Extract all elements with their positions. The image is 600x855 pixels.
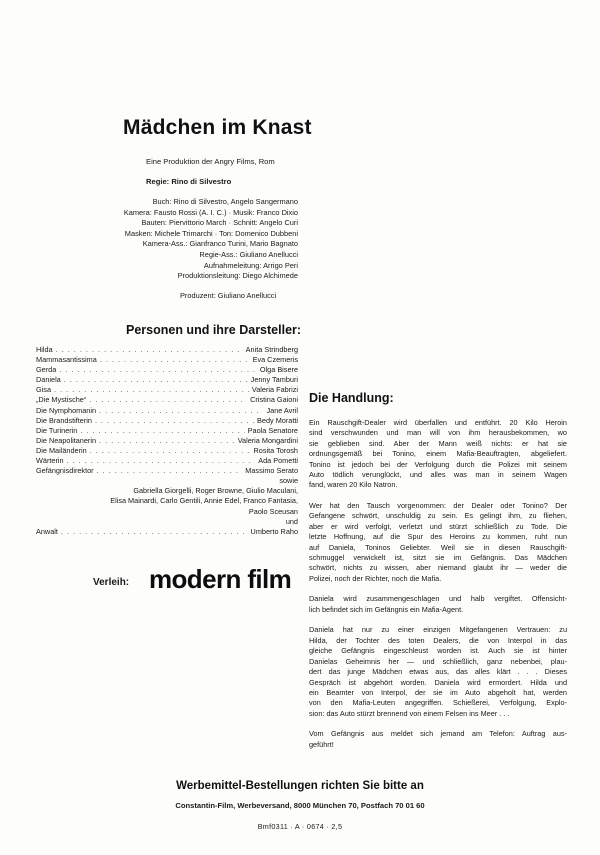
credit-line: Kamera-Ass.: Gianfranco Turini, Mario Bagnato xyxy=(142,239,298,249)
plot-line: schmuggel verwickelt ist, sitzt sie im Gefängnis. Das Mädchen xyxy=(309,553,567,563)
cast-actor: Olga Bisere xyxy=(259,365,298,375)
plot-line: Auto tödlich verunglückt, und alles was man in seinem Wagen xyxy=(309,470,567,480)
distributor-logo: modern film xyxy=(149,564,292,594)
credit-line: Kamera: Fausto Rossi (A. I. C.) · Musik: Franco Dixio xyxy=(123,207,298,217)
cast-actor: Eva Czemeris xyxy=(252,355,298,365)
credit-line: Bauten: Piervittorio March · Schnitt: Angelo Curi xyxy=(141,218,298,228)
plot-line: auf Daniela, Toninos Geliebter. Weil sie in diesen Rauschgift- xyxy=(309,542,567,552)
plot-line: Vom Gefängnis aus meldet sich jemand am Telefon: Auftrag aus- xyxy=(309,729,567,739)
leader-dots xyxy=(59,365,257,375)
cast-actor: Anita Strindberg xyxy=(245,345,298,354)
cast-role: Hilda xyxy=(36,345,53,354)
plot-line: Tonino ist jedoch bei der Verfolgung durch die Polizei mit seinem xyxy=(309,459,567,469)
cast-role: Die Mailänderin xyxy=(36,445,87,455)
cast-row xyxy=(36,416,298,426)
cast-row xyxy=(36,456,298,466)
production-company: Eine Produktion der Angry Films, Rom xyxy=(146,157,275,166)
plot-paragraph xyxy=(309,501,567,584)
cast-role: „Die Mystische“ xyxy=(36,395,87,405)
cast-actor: Paola Senatore xyxy=(247,425,298,435)
crew-credits xyxy=(60,197,298,282)
plot-line: Daniela wird zusammengeschlagen und halb vergiftet. Offensicht- xyxy=(309,594,567,604)
plot-line: ein Beamter von Interpol, der sie im Auto abgeholt hat, werden xyxy=(309,687,567,697)
director-credit: Regie: Rino di Silvestro xyxy=(146,177,232,186)
additional-cast-line: Gabriella Giorgelli, Roger Browne, Giulio Maculani, xyxy=(133,486,298,496)
plot-paragraph xyxy=(309,594,567,615)
cast-row xyxy=(36,426,298,436)
plot-text xyxy=(309,418,567,760)
plot-line: aber er wird verfolgt, verletzt und stürzt schließlich zu Tode. Die xyxy=(309,521,567,531)
cast-row xyxy=(36,527,298,537)
plot-line: von den Mafia-Leuten angegriffen. Schießerei, Verfolgung, Explo- xyxy=(309,698,567,708)
cast-role: Daniela xyxy=(36,375,61,385)
plot-line: Daniela hat nur zu einer einzigen Mitgefangenen Vertrauen: zu xyxy=(309,625,567,635)
leader-dots xyxy=(89,395,247,405)
plot-heading: Die Handlung: xyxy=(309,391,394,405)
cast-role: Anwalt xyxy=(36,526,58,536)
leader-dots xyxy=(95,416,254,426)
film-title: Mädchen im Knast xyxy=(123,116,312,139)
leader-dots xyxy=(97,466,243,476)
cast-actor: Rosita Torosh xyxy=(253,445,298,455)
cast-row xyxy=(36,466,298,476)
plot-line: lich befindet sich im Gefängnis ein Mafia-Agent. xyxy=(309,604,464,614)
cast-role: Gerda xyxy=(36,365,57,375)
credit-line: Aufnahmeleitung: Arrigo Peri xyxy=(203,260,298,270)
cast-row xyxy=(36,406,298,416)
cast-actor: Cristina Gaioni xyxy=(250,395,298,405)
cast-role: Die Nymphomanin xyxy=(36,405,97,415)
leader-dots xyxy=(54,385,249,395)
cast-role: Gisa xyxy=(36,385,52,395)
additional-cast-line: sowie xyxy=(279,476,298,486)
leader-dots xyxy=(67,456,256,466)
plot-line: Gefangene schwört, unschuldig zu sein. Es gelingt ihm, zu fliehen, xyxy=(309,511,567,521)
cast-role: Mammasantissima xyxy=(36,355,97,365)
distribution-label: Verleih: xyxy=(93,577,130,588)
order-address: Constantin-Film, Werbeversand, 8000 München 70, Postfach 70 01 60 xyxy=(175,801,425,810)
plot-line: gleiche Gefängnis eingeschleust worden ist. Auch sie ist hinter xyxy=(309,646,567,656)
cast-role: Wärterin xyxy=(36,456,64,466)
leader-dots xyxy=(80,426,244,436)
cast-actor: Ada Pometti xyxy=(258,456,298,466)
plot-line: Danielas Geheimnis her — und schließlich, ganz nebenbei, plau- xyxy=(309,656,567,666)
plot-line: sion: das Auto stürzt brennend von einem Felsen ins Meer . . . xyxy=(309,708,510,718)
credit-line: Produktionsleitung: Diego Alchimede xyxy=(177,271,298,281)
credit-line: Masken: Michele Trimarchi · Ton: Domenico Dubbeni xyxy=(124,228,298,238)
cast-actor: Massimo Serato xyxy=(245,466,298,476)
plot-paragraph xyxy=(309,729,567,750)
additional-cast-line: Elisa Mainardi, Carlo Gentili, Annie Edel, Franco Fantasia, xyxy=(110,496,298,506)
leader-dots xyxy=(64,375,248,385)
cast-actor: Jenny Tamburi xyxy=(250,375,298,385)
cast-role: Gefängnisdirektor xyxy=(36,466,94,476)
plot-line: letzte Hoffnung, auf die Spur des Heroins zu kommen, ruht nun xyxy=(309,532,567,542)
leader-dots xyxy=(61,527,248,537)
credit-line: Regie-Ass.: Giuliano Anellucci xyxy=(199,249,298,259)
cast-row xyxy=(36,365,298,375)
cast-row xyxy=(36,345,298,355)
credit-line: Buch: Rino di Silvestro, Angelo Sangermano xyxy=(152,197,298,206)
cast-row xyxy=(36,355,298,365)
cast-actor: Umberto Raho xyxy=(250,526,298,536)
plot-line: sie geblieben sind. Aber der Mann weiß nichts: er hat sie xyxy=(309,438,567,448)
plot-line: ordnungsgemäß bei Tonino, einem Mafia-Beauftragten, abgeliefert. xyxy=(309,449,567,459)
plot-line: Ein Rauschgift-Dealer wird überfallen und entführt. 20 Kilo Heroin xyxy=(309,418,567,427)
cast-role: Die Turinerin xyxy=(36,425,78,435)
leader-dots xyxy=(99,406,263,416)
cast-actor: Valeria Mongardini xyxy=(237,435,298,445)
leader-dots xyxy=(56,345,243,355)
plot-line: geführt! xyxy=(309,739,334,749)
cast-actor: Jane Avril xyxy=(266,405,298,415)
cast-actor: Valeria Fabrizi xyxy=(251,385,298,395)
cast-row xyxy=(36,436,298,446)
cast-heading: Personen und ihre Darsteller: xyxy=(126,323,302,337)
cast-role: Die Brandstifterin xyxy=(36,415,92,425)
producer-credit: Produzent: Giuliano Anellucci xyxy=(180,291,277,300)
leader-dots xyxy=(90,446,251,456)
additional-cast-line: und xyxy=(285,516,298,526)
cast-row xyxy=(36,395,298,405)
plot-paragraph xyxy=(309,625,567,719)
plot-line: Wer hat den Tausch vorgenommen: der Dealer oder Tonino? Der xyxy=(309,501,567,511)
order-heading: Werbemittel-Bestellungen richten Sie bitte an xyxy=(176,780,424,792)
cast-actor: Bedy Moratti xyxy=(257,415,298,425)
plot-line: schwört, nichts zu wissen, aber niemand glaubt ihr — weder die xyxy=(309,563,567,573)
additional-cast-line: Paolo Sceusan xyxy=(248,506,298,516)
print-code: Bmf0311 · A · 0674 · 2,5 xyxy=(257,822,343,831)
cast-role: Die Neapolitanerin xyxy=(36,435,97,445)
cast-row xyxy=(36,446,298,456)
plot-line: Gespräch ist abgehört worden. Daniela wird ermordert. Hilda und xyxy=(309,677,567,687)
cast-row xyxy=(36,375,298,385)
cast-row xyxy=(36,385,298,395)
leader-dots xyxy=(99,436,235,446)
leader-dots xyxy=(100,355,250,365)
additional-cast xyxy=(36,476,298,526)
plot-line: dert das junge Mädchen etwas aus, das alles klärt . . . Dieses xyxy=(309,667,567,677)
plot-line: Hilda, der Tochter des toten Dealers, die von Interpol in das xyxy=(309,635,567,645)
plot-line: Polizei, noch der Richter, noch die Mafia. xyxy=(309,573,442,583)
plot-paragraph xyxy=(309,418,567,491)
plot-line: sind verschwunden und man will von ihm herausbekommen, wo xyxy=(309,428,567,438)
plot-line: fand, waren 20 Kilo Natron. xyxy=(309,480,398,490)
cast-list xyxy=(36,345,298,537)
